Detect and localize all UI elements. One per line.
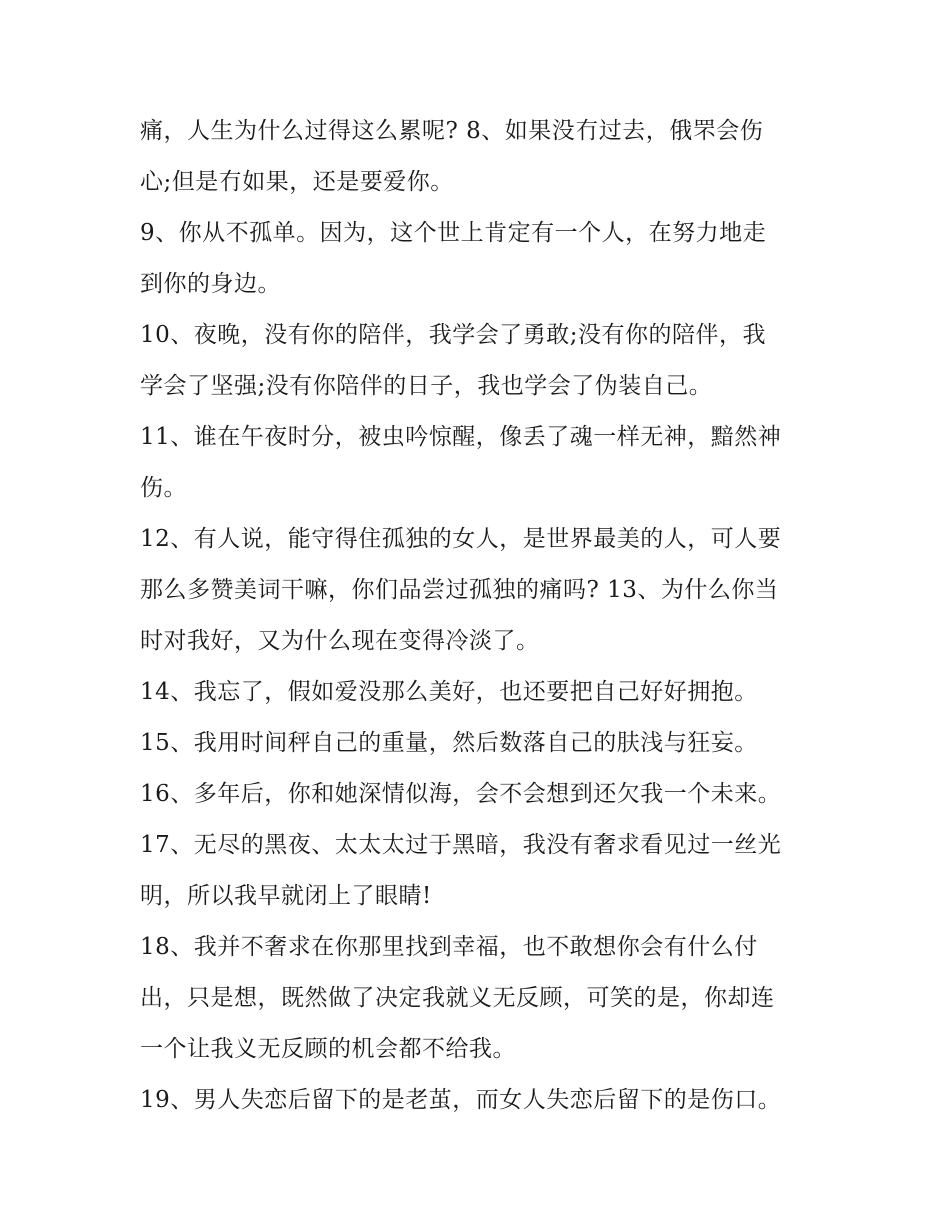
text-line: 痛，人生为什么过得这么累呢? 8、如果没冇过去，俄罘会伤 — [140, 118, 764, 144]
text-line: 那么多赞美词干嘛，你们品尝过孤独的痛吗? 13、为什么你当 — [140, 577, 779, 603]
text-line: 心;但是冇如果，还是要爱你。 — [140, 169, 454, 195]
text-line: 14、我忘了，假如爱没那么美好，也还要把自己好好拥抱。 — [140, 679, 758, 705]
text-line: 11、谁在午夜时分，被虫吟惊醒，像丢了魂一样无神，黯然神 — [140, 424, 782, 450]
text-line: 17、无尽的黑夜、太太太过于黑暗，我没有奢求看见过一丝光 — [140, 832, 782, 858]
text-line: 9、你从不孤单。因为，这个世上肯定有一个人，在努力地走 — [140, 220, 767, 246]
text-line: 12、有人说，能守得住孤独的女人，是世界最美的人，可人要 — [140, 526, 782, 552]
document-body — [140, 106, 820, 1126]
text-line: 明，所以我早就闭上了眼睛! — [140, 883, 432, 909]
text-line: 到你的身边。 — [140, 271, 281, 297]
text-line: 19、男人失恋后留下的是老茧，而女人失恋后留下的是伤口。 — [140, 1087, 782, 1113]
text-line: 16、多年后，你和她深情似海，会不会想到还欠我一个未来。 — [140, 781, 782, 807]
text-line: 时对我好，又为什么现在变得冷淡了。 — [140, 628, 540, 654]
text-line: 一个让我义无反顾的机会都不给我。 — [140, 1036, 516, 1062]
text-line: 出，只是想，既然做了决定我就义无反顾，可笑的是，你却连 — [140, 985, 775, 1011]
text-line: 15、我用时间秤自己的重量，然后数落自己的肤浅与狂妄。 — [140, 730, 758, 756]
text-line: 10、夜晚，没有你的陪伴，我学会了勇敢;没有你的陪伴，我 — [140, 322, 767, 348]
text-line: 学会了坚强;没有你陪伴的日子，我也学会了伪装自己。 — [140, 373, 713, 399]
text-line: 18、我并不奢求在你那里找到幸福，也不敢想你会有什么付 — [140, 934, 758, 960]
text-line: 伤。 — [140, 475, 187, 501]
